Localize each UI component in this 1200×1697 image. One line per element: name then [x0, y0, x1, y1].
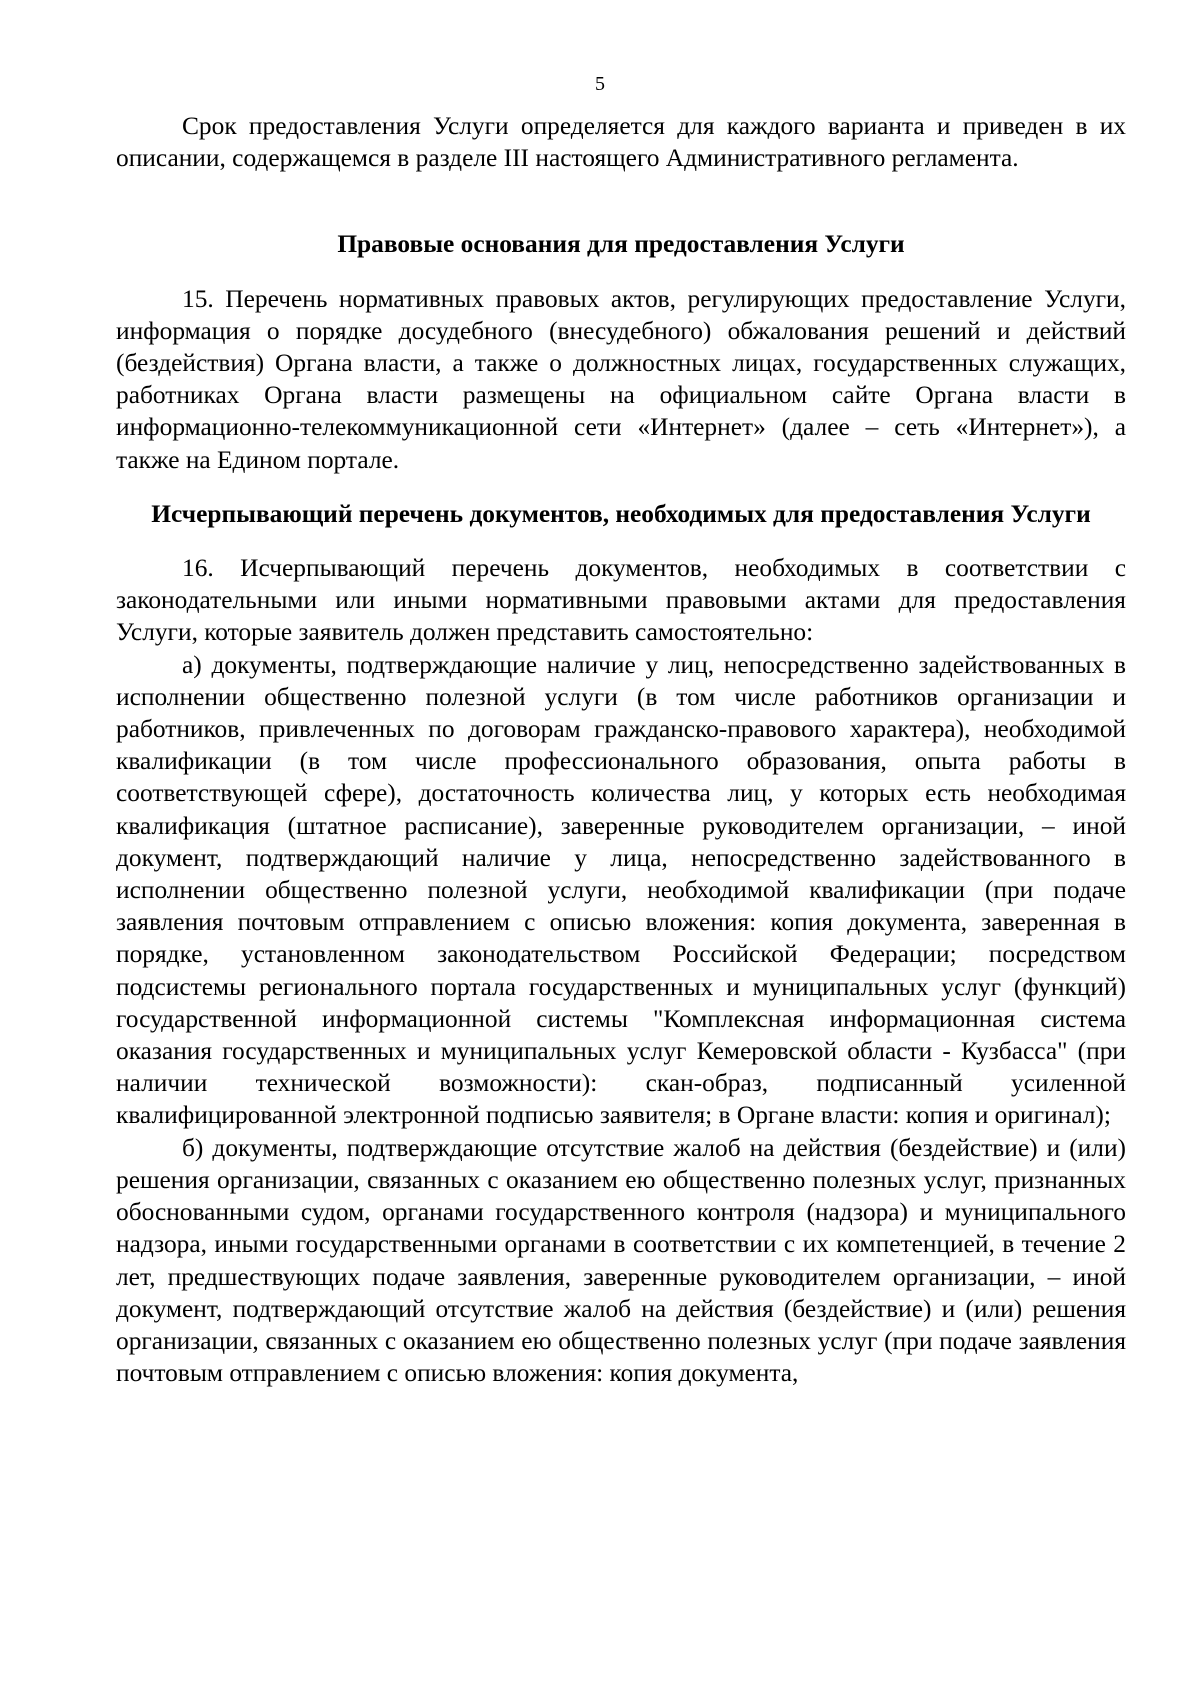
heading-legal-basis: Правовые основания для предоставления Услуги [337, 230, 905, 259]
paragraph-15: 15. Перечень нормативных правовых актов, регулирующих предоставление Услуги, информация о порядке досудебного (внесудебного) обжалования решений и действий (бездействия) Органа власти, а также о должностных лицах, государственных служащих, работниках Органа власти размещены на официальном сайте Органа власти в информационно-телекоммуникационной сети «Интернет» (далее – сеть «Интернет»), а также на Едином портале. [116, 284, 1126, 474]
paragraph-16: 16. Исчерпывающий перечень документов, необходимых в соответствии с законодательными или иными нормативными правовыми актами для предоставления Услуги, которые заявитель должен представить самостоятельно: [116, 554, 1126, 647]
list-item-a: а) документы, подтверждающие наличие у лиц, непосредственно задействованных в исполнении общественно полезной услуги (в том числе работников организации и работников, привлеченных по договорам гражданско-правового характера), необходимой квалификации (в том числе профессионального образования, опыта работы в соответствующей сфере), достаточность количества лиц, у которых есть необходимая квалификация (штатное расписание), заверенные руководителем организации, – иной документ, подтверждающий наличие у лица, непосредственно задействованного в исполнении общественно полезной услуги, необходимой квалификации (при подаче заявления почтовым отправлением с описью вложения: копия документа, заверенная в порядке, установленном законодательством Российской Федерации; посредством подсистемы регионального портала государственных и муниципальных услуг (функций) государственной информационной системы "Комплексная информационная система оказания государственных и муниципальных услуг Кемеровской области - Кузбасса" (при наличии технической возможности): скан-образ, подписанный усиленной квалифицированной электронной подписью заявителя; в Органе власти: копия и оригинал); [116, 650, 1126, 1130]
heading-documents-list: Исчерпывающий перечень документов, необходимых для предоставления Услуги [151, 499, 1091, 528]
page-number: 5 [595, 73, 605, 95]
document-body [116, 110, 1126, 1389]
list-item-b: б) документы, подтверждающие отсутствие жалоб на действия (бездействие) и (или) решения организации, связанных с оказанием ею общественно полезных услуг, признанных обоснованными судом, органами государственного контроля (надзора) и муниципального надзора, иными государственными органами в соответствии с их компетенцией, в течение 2 лет, предшествующих подаче заявления, заверенные руководителем организации, – иной документ, подтверждающий отсутствие жалоб на действия (бездействие) и (или) решения организации, связанных с оказанием ею общественно полезных услуг (при подаче заявления почтовым отправлением с описью вложения: копия документа, [116, 1133, 1126, 1388]
paragraph-term: Срок предоставления Услуги определяется для каждого варианта и приведен в их описании, содержащемся в разделе III настоящего Административного регламента. [116, 112, 1126, 173]
